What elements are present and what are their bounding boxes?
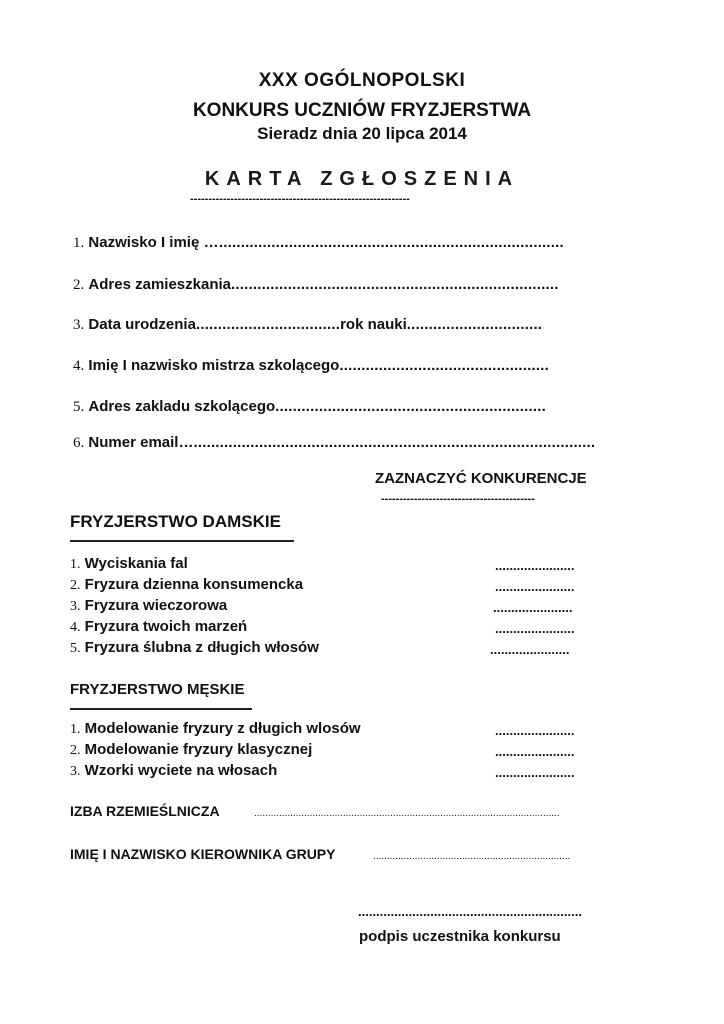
competitions-heading: ZAZNACZYĆ KONKURENCJE bbox=[375, 470, 587, 487]
field-number: 1. bbox=[73, 235, 85, 251]
item-label: Fryzura twoich marzeń bbox=[84, 618, 248, 635]
competition-item bbox=[70, 618, 247, 636]
section-underline bbox=[70, 540, 294, 542]
competition-item bbox=[70, 639, 319, 657]
fill-line[interactable]: ............................... bbox=[406, 316, 543, 333]
mark-line[interactable]: ...................... bbox=[495, 744, 575, 759]
competition-item bbox=[70, 762, 277, 780]
signature-line[interactable]: .............................................................. bbox=[358, 904, 582, 919]
field-label: Data urodzenia bbox=[88, 316, 196, 333]
item-number: 2. bbox=[70, 743, 81, 758]
fill-line[interactable]: ........................................................................... bbox=[231, 276, 559, 293]
group-leader-fill-line[interactable]: ....................................................................... bbox=[373, 851, 571, 862]
signature-label: podpis uczestnika konkursu bbox=[359, 928, 561, 945]
item-label: Fryzura dzienna konsumencka bbox=[84, 576, 304, 593]
section-underline bbox=[70, 708, 252, 710]
item-number: 5. bbox=[70, 641, 81, 656]
item-number: 2. bbox=[70, 578, 81, 593]
fill-line[interactable]: ................................................ bbox=[339, 357, 549, 374]
event-date: Sieradz dnia 20 lipca 2014 bbox=[257, 124, 467, 143]
event-title-line1: XXX OGÓLNOPOLSKI bbox=[258, 70, 466, 91]
field-label: Adres zamieszkania bbox=[88, 276, 231, 293]
event-title-line2: KONKURS UCZNIÓW FRYZJERSTWA bbox=[192, 100, 532, 121]
field-number: 5. bbox=[73, 399, 85, 415]
field-training-address[interactable] bbox=[73, 398, 546, 416]
field-number: 4. bbox=[73, 358, 85, 374]
chamber-fill-line[interactable]: .............................................................................................................. bbox=[254, 808, 560, 819]
competition-item bbox=[70, 597, 227, 615]
mark-line[interactable]: ...................... bbox=[495, 579, 575, 594]
field-label-study-year: rok nauki bbox=[340, 316, 407, 333]
group-leader-label: IMIĘ I NAZWISKO KIEROWNIKA GRUPY bbox=[70, 846, 336, 862]
competition-item bbox=[70, 576, 303, 594]
field-label: Numer email… bbox=[88, 434, 194, 451]
form-title-rule: ------------------------------------------------------------ bbox=[190, 193, 410, 205]
competitions-heading-rule: ------------------------------------------ bbox=[381, 493, 535, 505]
field-number: 6. bbox=[73, 435, 85, 451]
form-title: KARTA ZGŁOSZENIA bbox=[204, 168, 520, 190]
section-title-men: FRYZJERSTWO MĘSKIE bbox=[70, 681, 245, 698]
fill-line[interactable]: …............................................................................... bbox=[199, 234, 564, 251]
item-number: 1. bbox=[70, 557, 81, 572]
item-number: 1. bbox=[70, 722, 81, 737]
field-label: Imię I nazwisko mistrza szkolącego bbox=[88, 357, 340, 374]
competition-item bbox=[70, 555, 188, 573]
mark-line[interactable]: ...................... bbox=[493, 600, 573, 615]
competition-item bbox=[70, 720, 361, 738]
item-number: 3. bbox=[70, 599, 81, 614]
fill-line[interactable]: ................................. bbox=[195, 316, 341, 333]
mark-line[interactable]: ...................... bbox=[495, 723, 575, 738]
item-label: Wzorki wyciete na włosach bbox=[84, 762, 278, 779]
fill-line[interactable]: ............................................................................................ bbox=[193, 434, 596, 451]
section-title-women: FRYZJERSTWO DAMSKIE bbox=[70, 512, 281, 531]
field-address[interactable] bbox=[73, 276, 559, 294]
field-master-name[interactable] bbox=[73, 357, 549, 375]
item-number: 4. bbox=[70, 620, 81, 635]
field-label: Adres zakladu szkolącego bbox=[88, 398, 276, 415]
field-surname-name[interactable] bbox=[73, 234, 564, 252]
mark-line[interactable]: ...................... bbox=[495, 558, 575, 573]
mark-line[interactable]: ...................... bbox=[495, 765, 575, 780]
item-number: 3. bbox=[70, 764, 81, 779]
mark-line[interactable]: ...................... bbox=[495, 621, 575, 636]
mark-line[interactable]: ...................... bbox=[490, 642, 570, 657]
item-label: Fryzura ślubna z długich włosów bbox=[84, 639, 319, 656]
competition-item bbox=[70, 741, 312, 759]
item-label: Wyciskania fal bbox=[84, 555, 188, 572]
item-label: Modelowanie fryzury z długich wlosów bbox=[84, 720, 361, 737]
item-label: Modelowanie fryzury klasycznej bbox=[84, 741, 313, 758]
field-birth-date[interactable] bbox=[73, 316, 542, 334]
chamber-label: IZBA RZEMIEŚLNICZA bbox=[70, 803, 220, 819]
field-number: 3. bbox=[73, 317, 85, 333]
field-label: Nazwisko I imię bbox=[88, 234, 200, 251]
field-email[interactable] bbox=[73, 434, 595, 452]
field-number: 2. bbox=[73, 277, 85, 293]
fill-line[interactable]: .............................................................. bbox=[275, 398, 546, 415]
item-label: Fryzura wieczorowa bbox=[84, 597, 228, 614]
